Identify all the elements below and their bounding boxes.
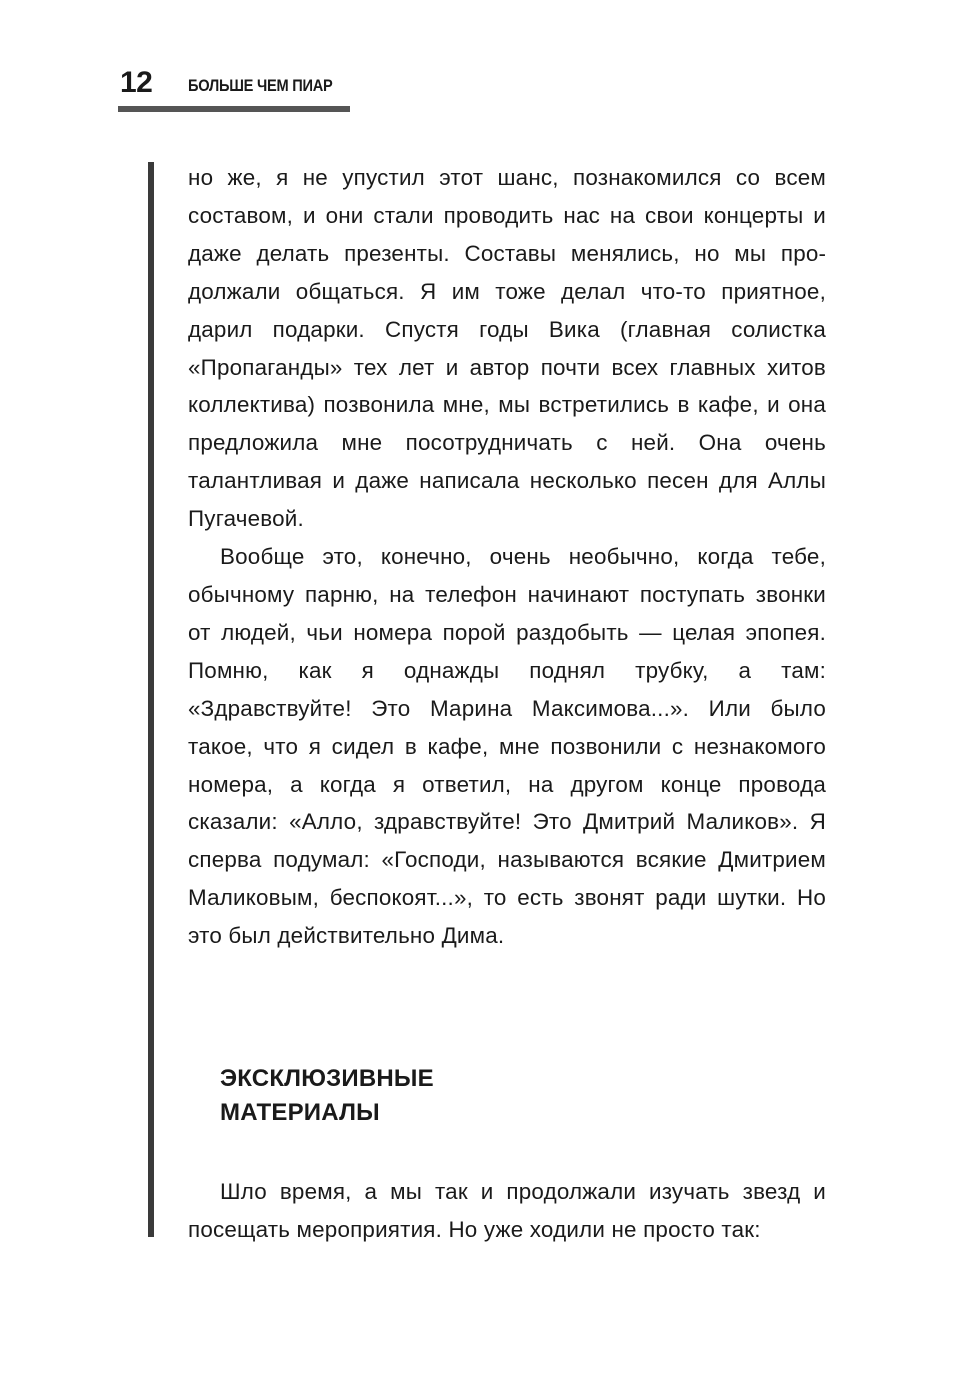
paragraph: но же, я не упустил этот шанс, познакомился со всем составом, и они стали проводить нас на свои концерты и даже делать презенты. Составы менялись, но мы продолжали общаться. Я им тоже делал что-то приятное, дарил подарки. Спустя годы Вика (главная солистка «Пропаганды» тех лет и автор почти всех главных хитов коллектива) позвонила мне, мы встретились в кафе, и она предложила мне посотрудничать с ней. Она очень талантливая и даже написала несколько песен для Аллы Пугачевой. bbox=[188, 165, 826, 532]
body-text bbox=[188, 159, 826, 955]
paragraph: Вообще это, конечно, очень необычно, когда тебе, обычному парню, на телефон начинают поступать звонки от людей, чьи номера порой раздобыть — целая эпопея. Помню, как я однажды поднял трубку, а там: «Здравствуйте! Это Марина Максимова...». Или было такое, что я сидел в кафе, мне позвонили с незнакомого номера, а когда я ответил, на другом конце провода сказали: «Алло, здравствуйте! Это Дмитрий Маликов». Я сперва подумал: «Господи, называются всякие Дмитрием Маликовым, беспокоят...», то есть звонят ради шутки. Но это был действительно Дима. bbox=[188, 544, 826, 949]
page-header bbox=[118, 60, 350, 114]
sidebar-rule bbox=[148, 162, 154, 1237]
section-heading-line: ЭКСКЛЮЗИВНЫЕ bbox=[220, 1065, 434, 1092]
page-number: 12 bbox=[120, 66, 153, 99]
section-heading-line: МАТЕРИАЛЫ bbox=[220, 1099, 380, 1126]
header-rule bbox=[118, 106, 350, 112]
paragraph: Шло время, а мы так и продолжали изучать звезд и посещать мероприятия. Но уже ходили не просто так: bbox=[188, 1179, 826, 1242]
running-title: БОЛЬШЕ ЧЕМ ПИАР bbox=[188, 76, 333, 95]
section-body-text bbox=[188, 1173, 826, 1249]
section-heading bbox=[220, 1062, 620, 1130]
